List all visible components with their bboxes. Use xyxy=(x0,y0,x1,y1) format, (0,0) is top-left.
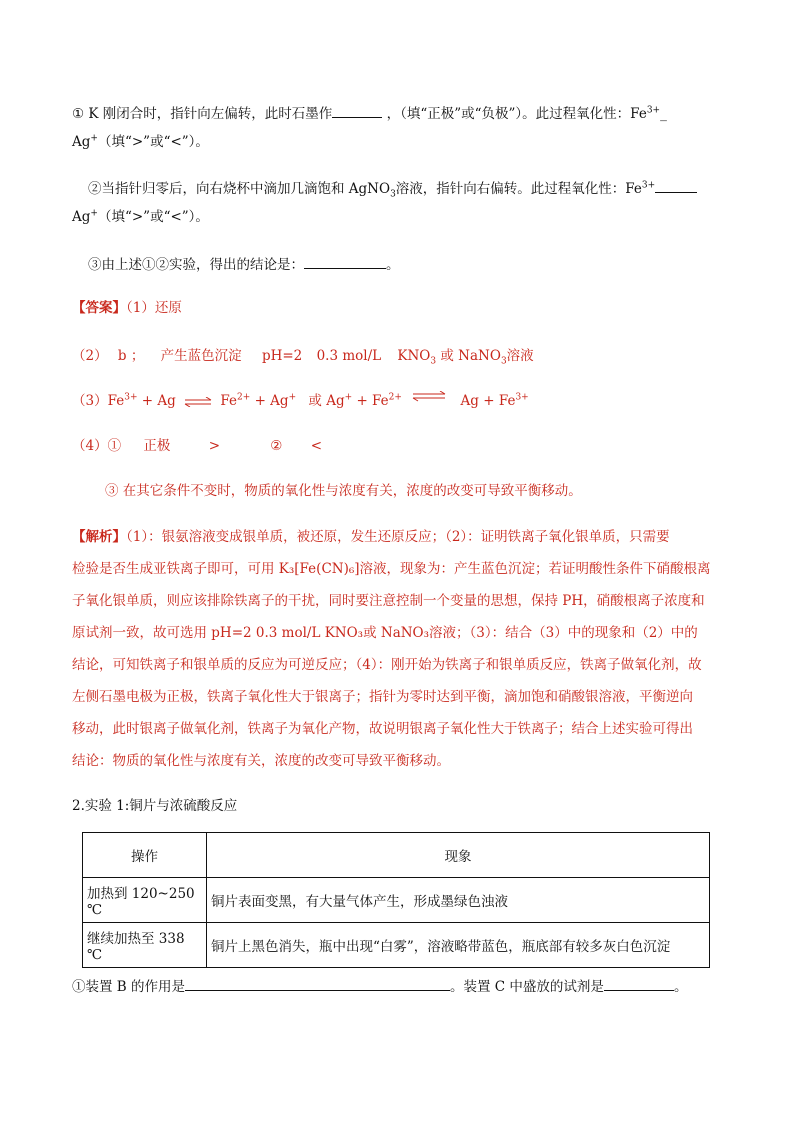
answer-line-4: （4）① 正极 > ② < xyxy=(72,438,323,454)
equilibrium-arrow-icon xyxy=(412,391,446,403)
question-2-part1: ①装置 B 的作用是 。装置 C 中盛放的试剂是 。 xyxy=(72,976,687,997)
question-2-title: 2.实验 1:铜片与浓硫酸反应 xyxy=(72,798,238,814)
analysis-line-1: 【解析】（1）：银氨溶液变成银单质，被还原，发生还原反应；（2）：证明铁离子氧化银单质，只需要 xyxy=(72,529,670,545)
table-row xyxy=(83,923,710,968)
table-header-phenomenon: 现象 xyxy=(207,833,710,878)
q4-part2-line1: ②当指针归零后，向右烧杯中滴加几滴饱和 AgNO$_3$溶液，指针向右偏转。此过程氧化性：$Fe^{3+}$ xyxy=(88,178,697,199)
analysis-line: 子氧化银单质，则应该排除铁离子的干扰，同时要注意控制一个变量的思想，保持 PH，硝酸根离子浓度和 xyxy=(72,593,705,609)
answer-line-1: 【答案】（1）还原 xyxy=(72,300,182,316)
answer-label: 【答案】 xyxy=(72,300,126,316)
analysis-line: 左侧石墨电极为正极，铁离子氧化性大于银离子；指针为零时达到平衡，滴加饱和硝酸银溶液，平衡逆向 xyxy=(72,689,693,705)
table-header-row xyxy=(83,833,710,878)
q4-part1-line1: ① K 刚闭合时，指针向左偏转，此时石墨作 ，（填“正极”或“负极”）。此过程氧化性：$Fe^{3+}\_$ xyxy=(72,103,667,124)
answer-blank xyxy=(332,103,382,118)
table-cell: 铜片表面变黑，有大量气体产生，形成墨绿色浊液 xyxy=(207,878,710,923)
analysis-paragraph xyxy=(72,521,722,777)
equilibrium-arrow-icon xyxy=(184,397,212,407)
table-cell: 铜片上黑色消失，瓶中出现“白雾”，溶液略带蓝色，瓶底部有较多灰白色沉淀 xyxy=(207,923,710,968)
answer-blank xyxy=(655,178,697,193)
analysis-line: 原试剂一致，故可选用 pH=2 0.3 mol/L KNO₃或 NaNO₃溶液；（3）：结合（3）中的现象和（2）中的 xyxy=(72,625,698,641)
answer-blank xyxy=(185,976,450,991)
answer-line-3: $(3)Fe^{3+} + Ag$ $Fe^{2+} + Ag^+$ 或 $Ag^+ + Fe^{2+}$ $Ag + Fe^{3+}$ xyxy=(72,392,529,409)
q4-part1-line2: Ag+（填“>”或“<”）。 xyxy=(72,133,209,150)
analysis-line: 移动，此时银离子做氧化剂，铁离子为氧化产物，故说明银离子氧化性大于铁离子；结合上述实验可得出 xyxy=(72,721,693,737)
q4-part2-line2: Ag+（填“>”或“<”）。 xyxy=(72,208,209,225)
answer-line-5: ③ 在其它条件不变时，物质的氧化性与浓度有关，浓度的改变可导致平衡移动。 xyxy=(105,483,582,499)
answer-line-2: （2） b ； 产生蓝色沉淀 pH=2 0.3 mol/L $KNO_3$ 或 NaNO$_3$溶液 xyxy=(72,348,534,367)
answer-blank xyxy=(304,254,386,269)
table-cell: 继续加热至 338 ℃ xyxy=(83,923,207,968)
table-cell: 加热到 120~250 ℃ xyxy=(83,878,207,923)
analysis-line: 结论：物质的氧化性与浓度有关，浓度的改变可导致平衡移动。 xyxy=(72,753,450,769)
q4-part3: ③由上述①②实验，得出的结论是： 。 xyxy=(88,254,400,275)
table-header-operation: 操作 xyxy=(83,833,207,878)
analysis-label: 【解析】 xyxy=(72,529,126,545)
analysis-line: 结论，可知铁离子和银单质的反应为可逆反应；（4）：刚开始为铁离子和银单质反应，铁离子做氧化剂，故 xyxy=(72,657,702,673)
experiment-table xyxy=(82,832,710,968)
answer-blank xyxy=(604,976,674,991)
table-row xyxy=(83,878,710,923)
analysis-line: 检验是否生成亚铁离子即可，可用 K₃[Fe(CN)₆]溶液，现象为：产生蓝色沉淀；若证明酸性条件下硝酸根离 xyxy=(72,561,711,577)
